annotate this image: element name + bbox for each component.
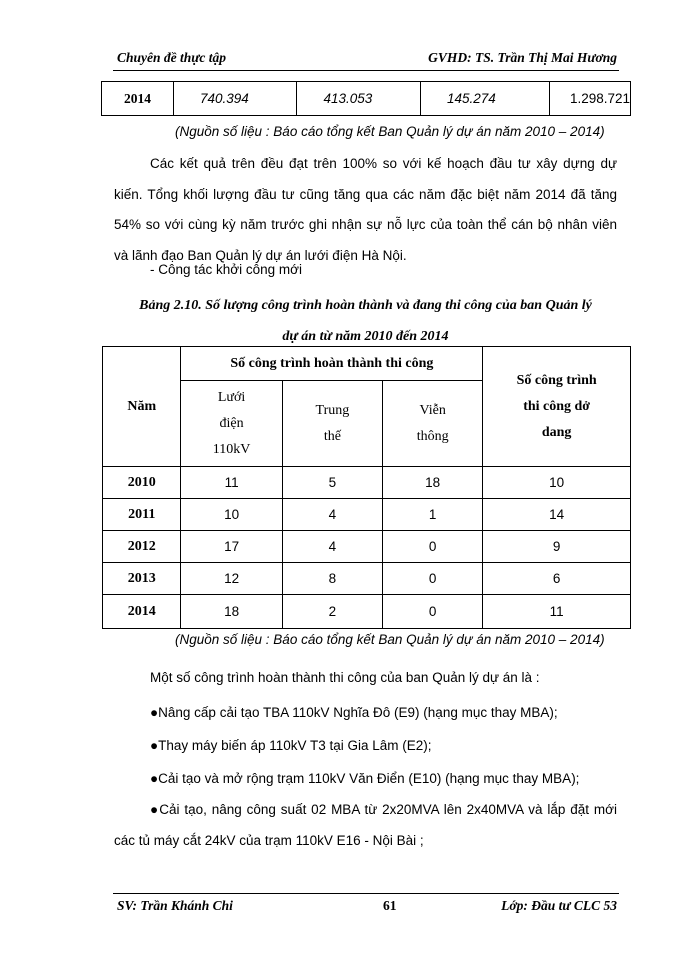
investment-table-continued xyxy=(101,81,631,116)
table-header-row xyxy=(103,347,631,381)
table-cell: 0 xyxy=(383,595,483,629)
body-paragraph: Các kết quả trên đều đạt trên 100% so với kế hoạch đầu tư xây dựng dự kiến. Tổng khối lượng đầu tư cũng tăng qua các năm đặc biệt năm 2014 đã tăng 54% so với cùng kỳ năm trước ghi nhận sự nỗ lực của toàn thể cán bộ nhân viên và lãnh đạo Ban Quản lý dự án lưới điện Hà Nội. xyxy=(114,156,617,263)
col-header-grid-110kv: Lưới điện 110kV xyxy=(181,381,282,467)
projects-table xyxy=(102,346,631,629)
table-caption xyxy=(114,290,617,352)
col-header-year: Năm xyxy=(103,347,181,467)
table-cell: 0 xyxy=(383,563,483,595)
table-cell: 6 xyxy=(483,563,631,595)
table-cell: 9 xyxy=(483,531,631,563)
section-heading: - Công tác khởi công mới xyxy=(150,262,303,277)
table-cell-year: 2012 xyxy=(103,531,181,563)
table-cell: 1.298.721 xyxy=(549,82,630,116)
table-cell: 18 xyxy=(181,595,282,629)
source-note: (Nguồn số liệu : Báo cáo tổng kết Ban Quản lý dự án năm 2010 – 2014) xyxy=(175,632,605,647)
col-header-ongoing: Số công trình thi công dở dang xyxy=(483,347,631,467)
table-cell: 11 xyxy=(483,595,631,629)
col-header-medium-voltage: Trung thế xyxy=(282,381,382,467)
table-row xyxy=(103,563,631,595)
table-cell-year: 2014 xyxy=(103,595,181,629)
list-item: ●Nâng cấp cải tạo TBA 110kV Nghĩa Đô (E9) (hạng mục thay MBA); xyxy=(150,705,558,720)
header-topic: Chuyên đề thực tập xyxy=(117,50,226,65)
source-note: (Nguồn số liệu : Báo cáo tổng kết Ban Quản lý dự án năm 2010 – 2014) xyxy=(175,124,605,139)
caption-line: Bảng 2.10. Số lượng công trình hoàn thành và đang thi công của ban Quản lý xyxy=(139,298,592,313)
table-cell: 18 xyxy=(383,467,483,499)
table-cell: 14 xyxy=(483,499,631,531)
table-cell: 8 xyxy=(282,563,382,595)
page-number: 61 xyxy=(383,898,397,913)
table-row xyxy=(103,467,631,499)
list-item: ●Thay máy biến áp 110kV T3 tại Gia Lâm (E2); xyxy=(150,738,432,753)
table-cell: 740.394 xyxy=(173,82,297,116)
table-cell-year: 2014 xyxy=(102,82,174,116)
table-cell: 0 xyxy=(383,531,483,563)
footer-class: Lớp: Đầu tư CLC 53 xyxy=(501,898,617,913)
table-cell: 4 xyxy=(282,499,382,531)
table-row xyxy=(103,531,631,563)
col-header-group: Số công trình hoàn thành thi công xyxy=(181,347,483,381)
header-supervisor: GVHD: TS. Trần Thị Mai Hương xyxy=(428,50,617,65)
table-row xyxy=(103,499,631,531)
list-item: ●Cải tạo và mở rộng trạm 110kV Văn Điển (E10) (hạng mục thay MBA); xyxy=(150,771,580,786)
table-cell-year: 2011 xyxy=(103,499,181,531)
page-footer xyxy=(113,893,619,916)
table-cell: 1 xyxy=(383,499,483,531)
caption-line: dự án từ năm 2010 đến 2014 xyxy=(282,329,449,344)
intro-text: Một số công trình hoàn thành thi công của ban Quản lý dự án là : xyxy=(150,670,540,685)
list-item: ●Cải tạo, nâng công suất 02 MBA từ 2x20MVA lên 2x40MVA và lắp đặt mới các tủ máy cắt 24kV của trạm 110kV E16 - Nội Bài ; xyxy=(114,802,617,848)
col-header-telecom: Viễn thông xyxy=(383,381,483,467)
table-row xyxy=(103,595,631,629)
table-row xyxy=(102,82,631,116)
table-cell: 10 xyxy=(483,467,631,499)
table-cell: 10 xyxy=(181,499,282,531)
footer-student: SV: Trần Khánh Chi xyxy=(117,898,233,913)
table-cell: 11 xyxy=(181,467,282,499)
table-cell: 4 xyxy=(282,531,382,563)
table-cell: 145.274 xyxy=(420,82,549,116)
page-header xyxy=(113,48,619,71)
table-cell: 413.053 xyxy=(297,82,421,116)
table-cell: 12 xyxy=(181,563,282,595)
table-cell: 5 xyxy=(282,467,382,499)
table-cell-year: 2010 xyxy=(103,467,181,499)
table-cell: 17 xyxy=(181,531,282,563)
table-cell-year: 2013 xyxy=(103,563,181,595)
table-cell: 2 xyxy=(282,595,382,629)
